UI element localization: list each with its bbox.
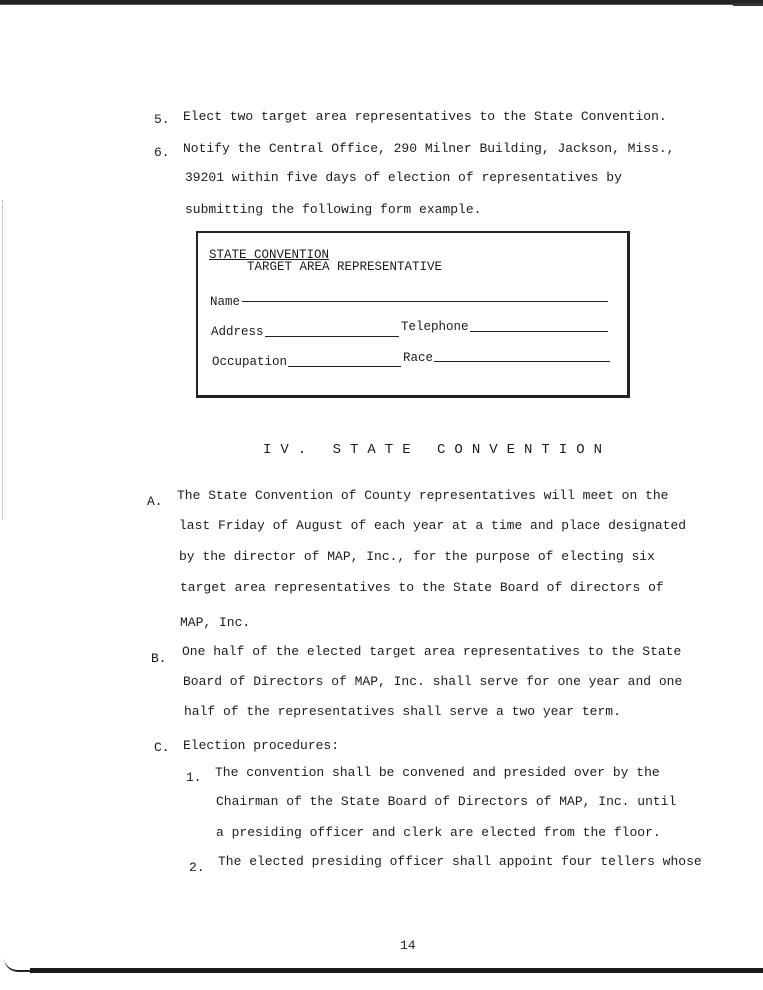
item-b-line-3: half of the representatives shall serve a two year term. <box>184 704 621 719</box>
form-race-blank <box>434 360 610 362</box>
form-address-label: Address <box>211 325 264 339</box>
form-telephone-blank <box>470 330 608 332</box>
form-race-label: Race <box>403 351 434 365</box>
procedure-2-number: 2. <box>189 860 205 875</box>
form-subtitle: TARGET AREA REPRESENTATIVE <box>247 260 443 274</box>
form-telephone-label: Telephone <box>401 320 469 334</box>
bottom-edge-curl <box>4 958 32 972</box>
page-number: 14 <box>400 938 416 953</box>
procedure-1-number: 1. <box>186 770 202 785</box>
form-address-blank <box>265 335 399 337</box>
form-title: STATE CONVENTION <box>209 248 330 262</box>
item-a-letter: A. <box>147 494 163 509</box>
procedure-2-line-1: The elected presiding officer shall appoint four tellers whose <box>218 854 702 869</box>
item-b-line-1: One half of the elected target area representatives to the State <box>182 644 682 659</box>
item-6-line-1: Notify the Central Office, 290 Milner Building, Jackson, Miss., <box>183 141 675 156</box>
item-6-number: 6. <box>154 145 170 160</box>
item-6-line-2: 39201 within five days of election of representatives by <box>185 170 622 185</box>
scan-margin-marks <box>2 200 5 520</box>
section-heading: IV. STATE CONVENTION <box>263 442 612 458</box>
item-a-line-3: by the director of MAP, Inc., for the purpose of electing six <box>179 549 655 564</box>
item-a-line-5: MAP, Inc. <box>180 615 251 630</box>
item-5-number: 5. <box>154 112 170 127</box>
item-a-line-4: target area representatives to the State Board of directors of <box>180 580 664 595</box>
form-occupation-blank <box>288 365 401 367</box>
item-b-line-2: Board of Directors of MAP, Inc. shall serve for one year and one <box>183 674 683 689</box>
form-name-label: Name <box>210 295 241 309</box>
procedure-1-line-3: a presiding officer and clerk are elected from the floor. <box>216 825 661 840</box>
item-a-line-1: The State Convention of County representatives will meet on the <box>177 488 669 503</box>
form-occupation-label: Occupation <box>212 355 288 369</box>
top-edge-rule <box>0 0 763 5</box>
item-c-line-1: Election procedures: <box>183 738 340 753</box>
item-b-letter: B. <box>151 651 167 666</box>
bottom-edge-rule <box>30 968 763 973</box>
item-a-line-2: last Friday of August of each year at a time and place designated <box>179 518 687 533</box>
item-c-letter: C. <box>154 740 170 755</box>
representative-form-box <box>196 231 630 398</box>
procedure-1-line-1: The convention shall be convened and presided over by the <box>215 765 660 780</box>
procedure-1-line-2: Chairman of the State Board of Directors of MAP, Inc. until <box>216 794 677 809</box>
item-5-line-1: Elect two target area representatives to the State Convention. <box>183 109 667 124</box>
top-edge-rule-end <box>733 3 763 6</box>
item-6-line-3: submitting the following form example. <box>185 202 482 217</box>
form-name-blank <box>242 300 608 302</box>
